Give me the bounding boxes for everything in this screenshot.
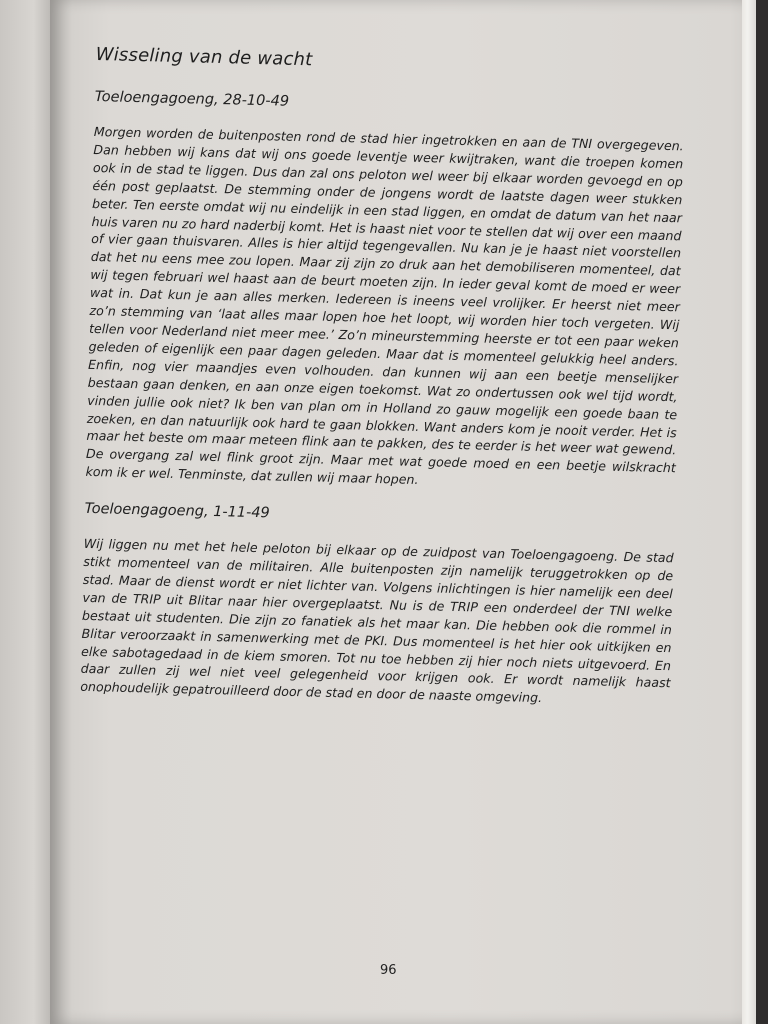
entry-heading: Toeloengagoeng, 28-10-49	[94, 88, 290, 110]
diary-entry	[80, 501, 675, 711]
page-stack-edge	[742, 0, 756, 1024]
chapter-title: Wisseling van de wacht	[95, 44, 313, 71]
entry-body: Morgen worden de buitenposten rond de stad hier ingetrokken en aan de TNI overgegeven. Dan hebben wij kans dat wij ons goede leventje weer kwijtraken, want die troepen komen ook in de stad te liggen. Dus dan zal ons peloton wel weer bij elkaar worden gevoegd en op één post geplaatst. De stemming onder de jongens wordt de laatste dagen weer stukken beter. Ten eerste omdat wij nu eindelijk in een stad liggen, en omdat de datum van het naar huis varen nu zo hard naderbij komt. Het is haast niet voor te stellen dat wij over een maand of vier gaan thuisvaren. Alles is hier altijd tegengevallen. Nu kan je je haast niet voorstellen dat het nu eens mee zou lopen. Maar zij zijn zo druk aan het demobiliseren momenteel, dat wij tegen februari wel haast aan de beurt moeten zijn. In ieder geval komt de moed er weer wat in. Dat kun je aan alles merken. Iedereen is ineens veel vrolijker. Er heerst niet meer zo’n stemming van ‘laat alles maar lopen hoe het loopt, wij worden hier toch vergeten. Wij tellen voor Nederland niet meer mee.’ Zo’n mineurstemming heerste er tot een paar weken geleden of eigenlijk een paar dagen geleden. Maar dat is momenteel gelukkig heel anders. Enfin, nog vier maandjes even volhouden. dan kunnen wij aan een beetje menselijker bestaan gaan denken, en aan onze eigen toekomst. Wat zo ondertussen ook wel tijd wordt, vinden jullie ook niet? Ik ben van plan om in Holland zo gauw mogelijk een goede baan te zoeken, en dan natuurlijk ook hard te gaan blokken. Want anders kom je nooit verder. Het is maar het beste om maar meteen flink aan te pakken, des te eerder is het weer wat gewend. De overgang zal wel flink groot zijn. Maar met wat goede moed en een beetje wilskracht kom ik er wel. Tenminste, dat zullen wij maar hopen.	[85, 123, 684, 488]
left-page-edge	[0, 0, 56, 1024]
entry-body: Wij liggen nu met het hele peloton bij elkaar op de zuidpost van Toeloengagoeng. De stad stikt momenteel van de militairen. Alle buitenposten zijn namelijk teruggetrokken op de stad. Maar de dienst wordt er niet lichter van. Volgens inlichtingen is hier namelijk een deel van de TRIP uit Blitar naar hier overgeplaatst. Nu is de TRIP een onderdeel der TNI welke bestaat uit studenten. Die zijn zo fanatiek als het maar kan. Die hebben ook die rommel in Blitar veroorzaakt in samenwerking met de PKI. Dus momenteel is het hier ook uitkijken en elke sabotagedaad in de kiem smoren. Tot nu toe hebben zij hier noch niets uitgevoerd. En daar zullen zij wel niet veel gelegenheid voor krijgen ook. Er wordt namelijk haast onophoudelijk gepatrouilleerd door de stad en door de naaste omgeving.	[80, 535, 674, 706]
entry-heading: Toeloengagoeng, 1-11-49	[84, 500, 270, 522]
page-content	[80, 44, 686, 730]
page-number: 96	[380, 963, 397, 978]
diary-entry	[85, 89, 684, 495]
